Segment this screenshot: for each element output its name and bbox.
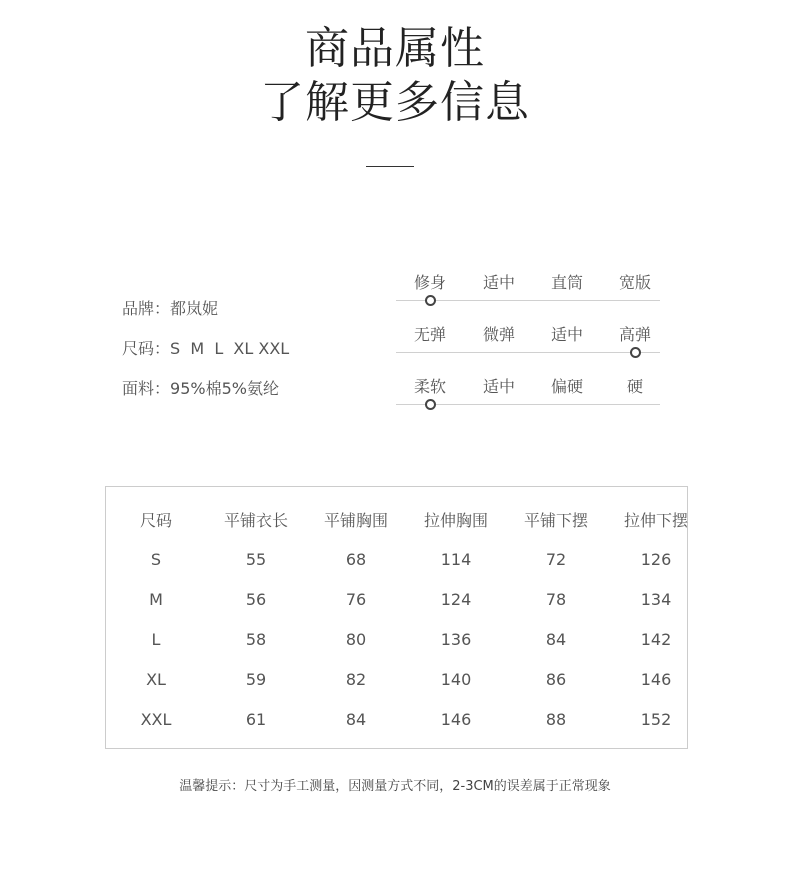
table-cell: M [149,589,163,609]
table-cell: 88 [545,709,567,729]
scale-labels [396,322,660,348]
table-cell: 68 [345,549,367,569]
attribute-label: 面料： [122,379,171,398]
table-cell: 146 [640,669,672,689]
table-cell: 134 [640,589,672,609]
page-subtitle: 了解更多信息 [260,77,530,128]
table-row [106,699,706,739]
attribute-fabric [122,376,372,416]
table-row [106,659,706,699]
scale-indicator-dot [425,295,436,306]
attribute-label: 品牌： [122,299,171,318]
table-cell: 140 [440,669,472,689]
table-cell: 56 [245,589,267,609]
page-header [0,22,790,130]
scale-indicator-dot [425,399,436,410]
attribute-value: S M L XL XXL [170,339,290,358]
table-cell: 136 [440,629,472,649]
table-header-cell: 拉伸下摆 [623,510,688,530]
page-title: 商品属性 [305,23,485,74]
scale-option: 适中 [550,325,583,344]
table-cell: S [150,549,162,569]
table-row [106,579,706,619]
table-cell: 59 [245,669,267,689]
table-cell: 82 [345,669,367,689]
table-row [106,539,706,579]
stretch-scale [396,322,660,374]
table-cell: 86 [545,669,567,689]
scale-option: 偏硬 [550,377,583,396]
scale-option: 适中 [482,273,515,292]
attribute-label: 尺码： [122,339,171,358]
scale-labels [396,374,660,400]
fit-scale [396,270,660,322]
table-header-cell: 平铺衣长 [223,510,288,530]
attribute-brand [122,296,372,336]
table-cell: 146 [440,709,472,729]
scale-option: 柔软 [413,377,446,396]
size-notice: 温馨提示：尺寸为手工测量，因测量方式不同，2-3CM的误差属于正常现象 [179,779,611,794]
table-cell: 114 [440,549,472,569]
table-row [106,619,706,659]
attribute-value: 都岚妮 [170,299,219,318]
scale-option: 直筒 [550,273,583,292]
table-cell: 76 [345,589,367,609]
scale-indicator-dot [630,347,641,358]
scale-option: 高弹 [618,325,651,344]
softness-scale [396,374,660,426]
scale-option: 微弹 [482,325,515,344]
table-header-cell: 拉伸胸围 [423,510,488,530]
table-cell: L [151,629,161,649]
table-cell: 84 [345,709,367,729]
size-table [106,499,706,739]
scale-option: 修身 [413,273,446,292]
table-header-cell: 尺码 [139,510,172,530]
scale-option: 适中 [482,377,515,396]
table-cell: XXL [140,709,172,729]
scale-option: 硬 [626,377,643,396]
scale-line [396,352,660,353]
table-header-cell: 平铺胸围 [323,510,388,530]
table-cell: 142 [640,629,672,649]
table-cell: 84 [545,629,567,649]
table-cell: 126 [640,549,672,569]
attribute-scales [396,270,660,426]
table-header-cell: 平铺下摆 [523,510,588,530]
table-cell: 72 [545,549,567,569]
scale-option: 无弹 [413,325,446,344]
product-attributes [122,296,372,416]
table-cell: 61 [245,709,267,729]
table-cell: 152 [640,709,672,729]
table-cell: 78 [545,589,567,609]
table-cell: 58 [245,629,267,649]
table-cell: 124 [440,589,472,609]
table-cell: 80 [345,629,367,649]
title-divider [366,166,414,167]
size-table-box [105,486,688,749]
attribute-size [122,336,372,376]
scale-option: 宽版 [618,273,651,292]
attribute-value: 95%棉5%氨纶 [170,379,279,398]
scale-labels [396,270,660,296]
table-cell: XL [146,669,166,689]
table-header-row [106,499,706,539]
table-cell: 55 [245,549,267,569]
